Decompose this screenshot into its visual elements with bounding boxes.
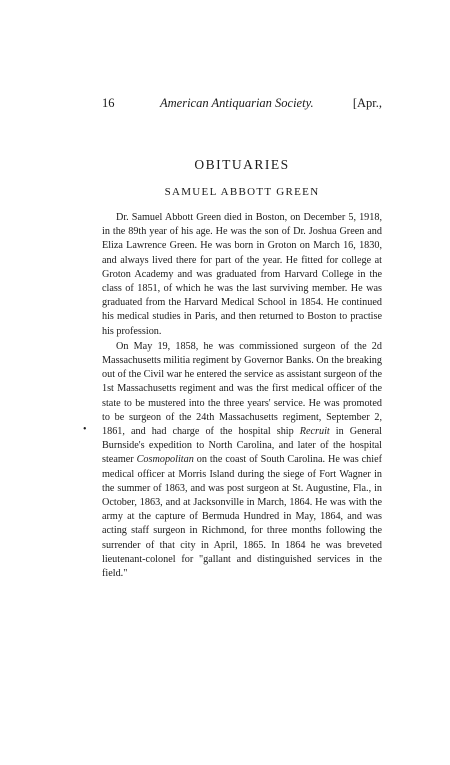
obituary-body [102, 211, 382, 581]
obituary-name: SAMUEL ABBOTT GREEN [164, 186, 320, 198]
section-title: OBITUARIES [194, 157, 290, 172]
running-head [102, 95, 382, 111]
paragraph-text: in General Burnside's expedition to North Carolina, and later of the hospital steamer [102, 426, 382, 466]
running-head-month: [Apr., [352, 96, 382, 110]
journal-title: American Antiquarian Society. [160, 96, 314, 110]
paragraph: Dr. Samuel Abbott Green died in Boston, on December 5, 1918, in the 89th year of his age. He was the son of Dr. Joshua Green and Eliza Lawrence Green. He was born in Groton on March 16, 1830, and always lived there for part of the year. He fitted for college at Groton Academy and was graduated from Harvard College in the class of 1851, of which he was the last surviving member. He was graduated from the Harvard Medical School in 1854. He continued his medical studies in Paris, and then returned to Boston to practise his profession. [102, 212, 382, 337]
paragraph-text: On May 19, 1858, he was commissioned surgeon of the 2d Massachusetts militia regiment by Governor Banks. On the breaking out of the Civil war he entered the service as assistant surgeon of the 1st Massachusetts regiment and was the first medical officer of the state to be mustered into the three years' service. He was promoted to be surgeon of the 24th Massachusetts regiment, September 2, 1861, and had charge of the hospital ship [102, 340, 382, 438]
ship-name: Recruit [299, 426, 330, 438]
page-number: 16 [102, 96, 115, 110]
margin-mark: • [83, 424, 87, 435]
paragraph [102, 340, 382, 581]
ship-name: Cosmopolitan [136, 454, 194, 466]
paragraph-text: on the coast of South Carolina. He was chief medical officer at Morris Island during the siege of Fort Wagner in the summer of 1863, and was post surgeon at St. Augustine, Fla., in October, 1863, and at Jacksonville in March, 1864. He was with the army at the capture of Bermuda Hundred in May, 1864, and was acting staff surgeon in Richmond, for three months following the surrender of that city in April, 1865. In 1864 he was breveted lieutenant-colonel for "gallant and distinguished services in the field." [102, 454, 382, 580]
